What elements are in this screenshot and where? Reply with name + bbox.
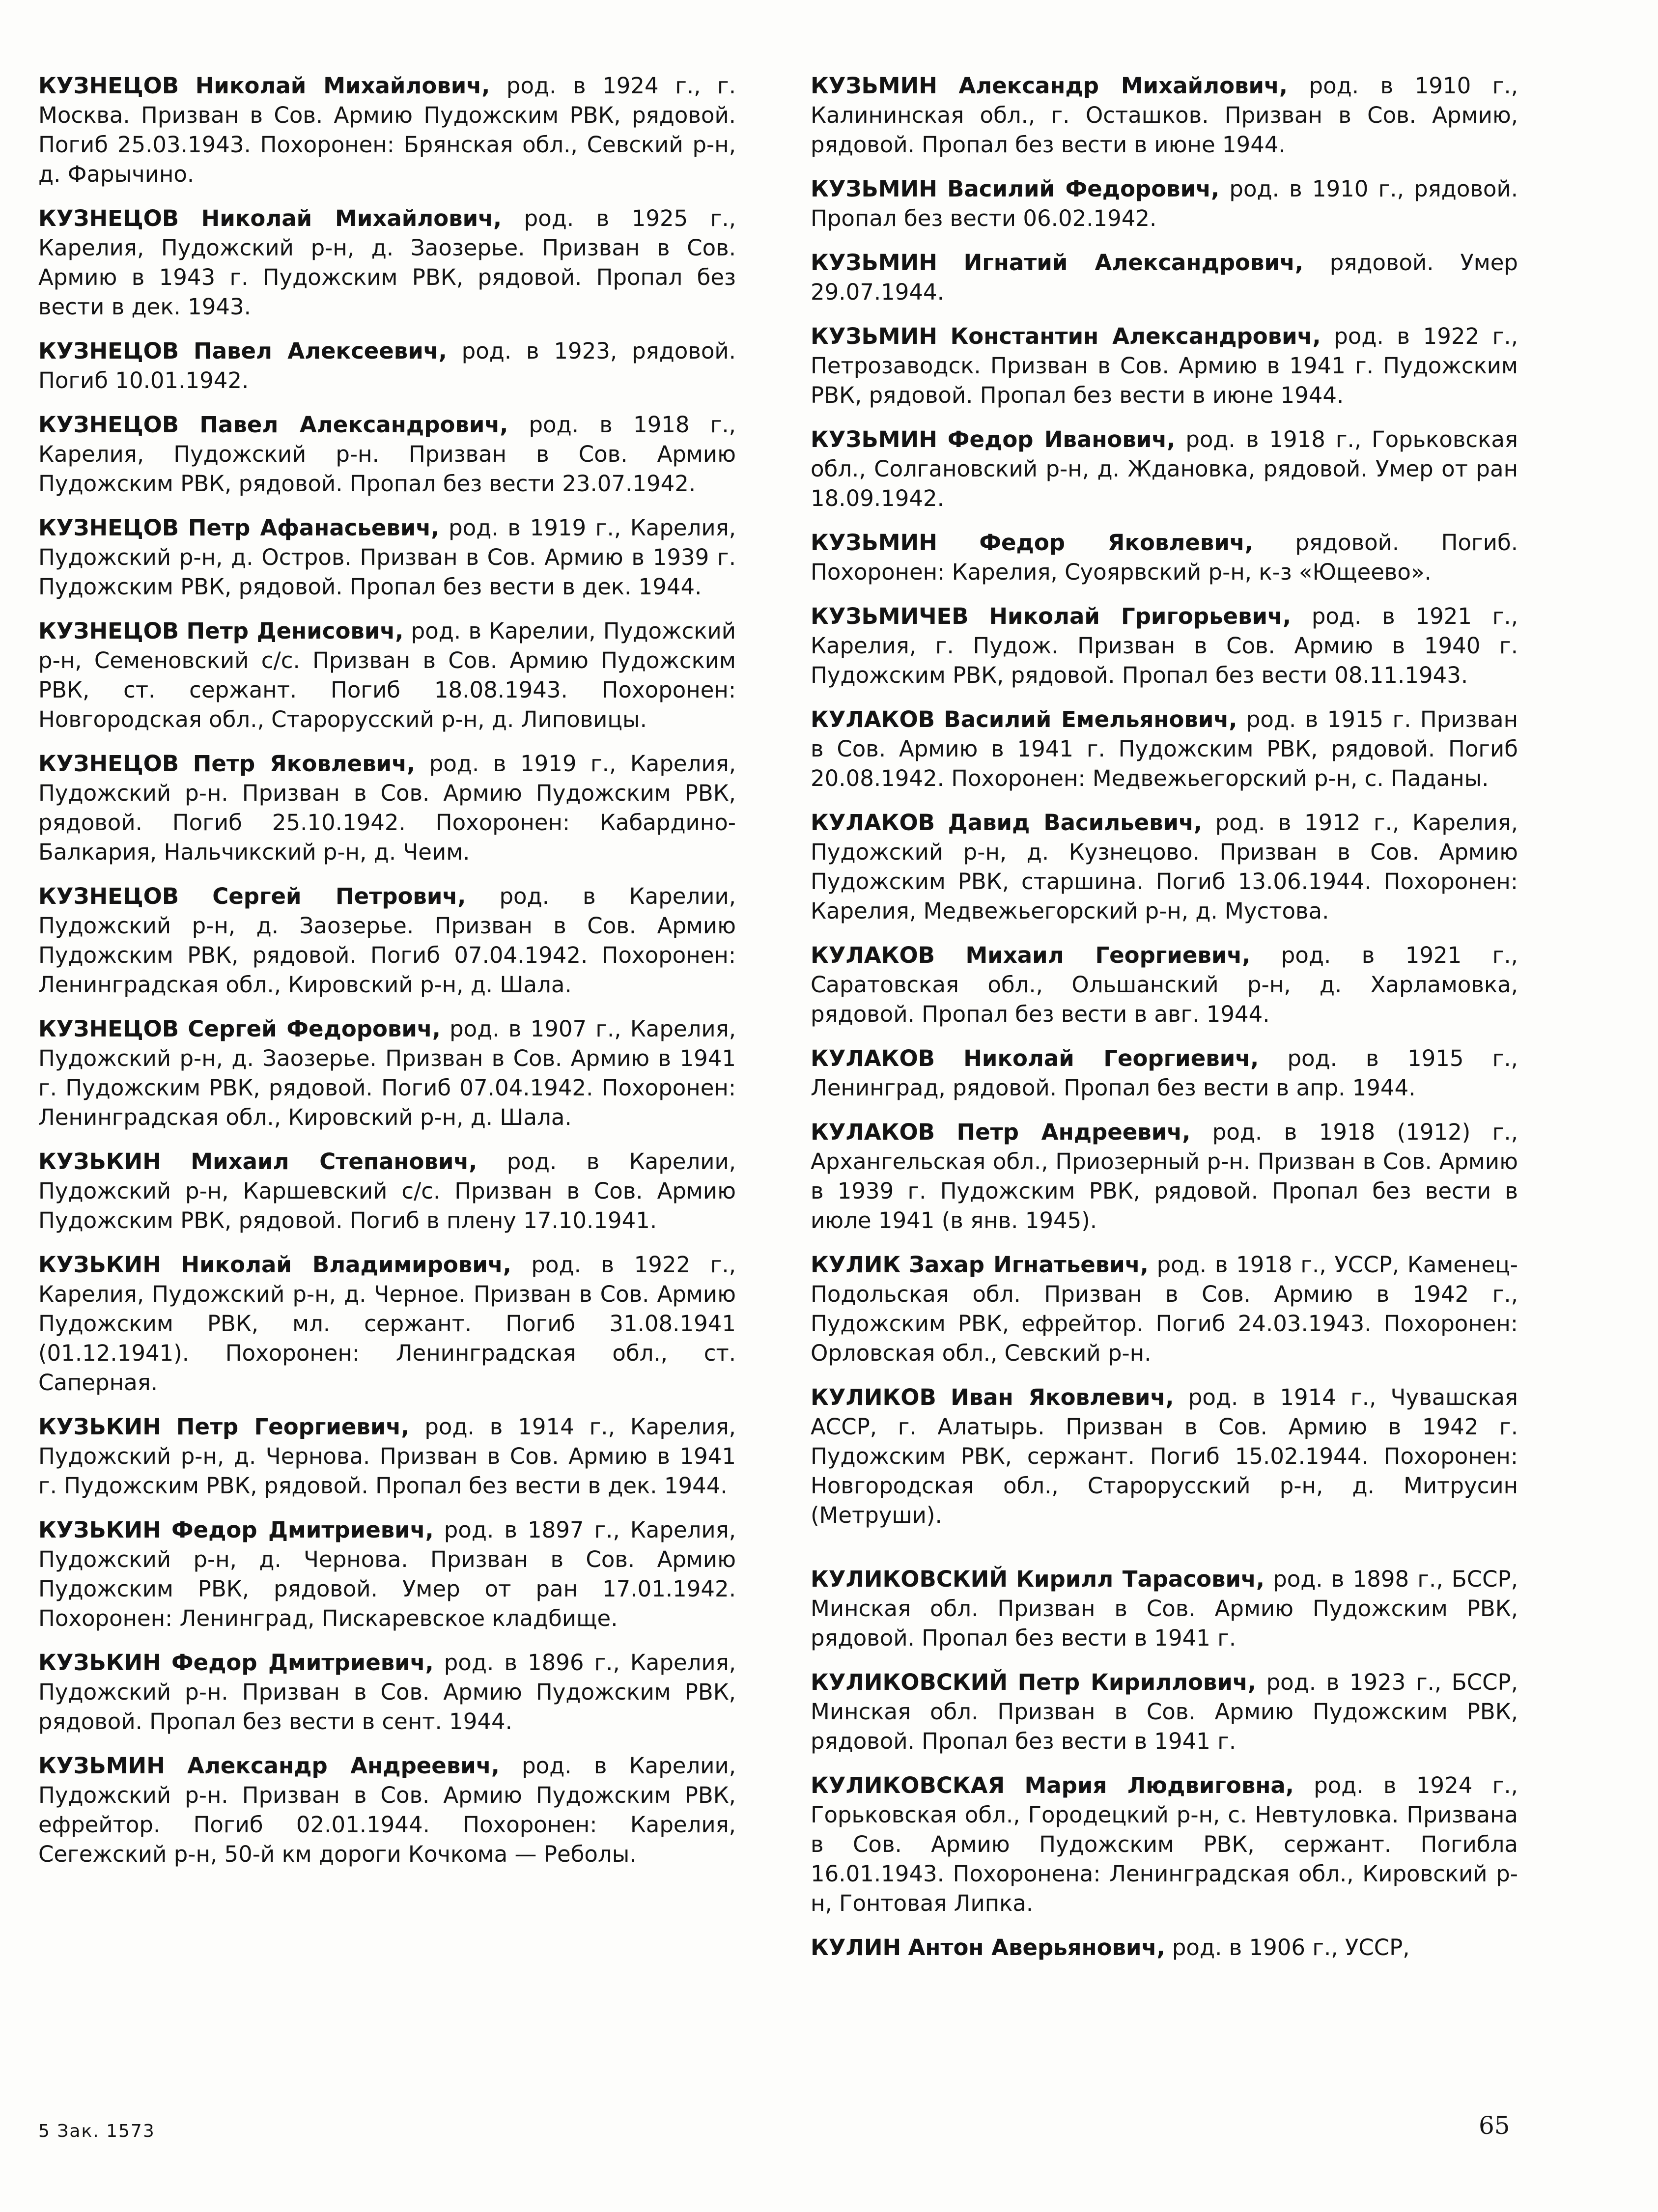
given-names: Константин Александрович, [950, 323, 1321, 349]
given-names: Николай Михайлович, [201, 205, 502, 231]
surname: КУЗЬКИН [38, 1650, 161, 1676]
entry-text: род. в 1915 г. Призван в Сов. Армию в 1941 г. Пудожским РВК, рядовой. Погиб 20.08.1942. Похоронен: Медвежьегорский р-н, с. Паданы. [811, 706, 1518, 791]
given-names: Мария Людвиговна, [1024, 1772, 1294, 1798]
entry-text: род. в 1918 г., УССР, Каменец-Подольская обл. Призван в Сов. Армию в 1942 г., Пудожским РВК, ефрейтор. Погиб 24.03.1943. Похоронен: Орловская обл., Севский р-н. [811, 1252, 1518, 1366]
given-names: Николай Георгиевич, [963, 1045, 1259, 1071]
given-names: Павел Алексеевич, [194, 338, 447, 364]
entry [38, 513, 736, 602]
entry [811, 528, 1518, 587]
given-names: Федор Иванович, [947, 426, 1176, 452]
entry [811, 705, 1518, 793]
surname: КУЗНЕЦОВ [38, 338, 179, 364]
entry [811, 1565, 1518, 1653]
entry-text: род. в 1918 г., Карелия, Пудожский р-н. Призван в Сов. Армию Пудожским РВК, рядовой. Пропал без вести 23.07.1942. [38, 412, 736, 497]
given-names: Василий Федорович, [947, 176, 1220, 202]
surname: КУЗНЕЦОВ [38, 618, 179, 644]
entry [38, 1250, 736, 1398]
given-names: Федор Дмитриевич, [171, 1517, 434, 1543]
surname: КУЛИКОВСКАЯ [811, 1772, 1005, 1798]
surname: КУЗЬМИН [811, 426, 937, 452]
entry [811, 1118, 1518, 1235]
surname: КУЛИК [811, 1252, 901, 1278]
given-names: Кирилл Тарасович, [1016, 1566, 1265, 1592]
entry [811, 1933, 1518, 1962]
entry [811, 71, 1518, 160]
given-names: Иван Яковлевич, [951, 1384, 1174, 1410]
entry [811, 602, 1518, 690]
entry [811, 425, 1518, 513]
given-names: Давид Васильевич, [948, 810, 1203, 836]
surname: КУЗЬМИН [811, 176, 937, 202]
given-names: Захар Игнатьевич, [909, 1252, 1149, 1278]
entry [811, 1383, 1518, 1530]
entry-text: род. в 1907 г., Карелия, Пудожский р-н, д. Заозерье. Призван в Сов. Армию в 1941 г. Пудожским РВК, рядовой. Погиб 07.04.1942. Похоронен: Ленинградская обл., Кировский р-н, д. Шала. [38, 1016, 736, 1130]
entry-text: род. в 1924 г., Горьковская обл., Городецкий р-н, с. Невтуловка. Призвана в Сов. Армию Пудожским РВК, сержант. Погибла 16.01.1943. Похоронена: Ленинградская обл., Кировский р-н, Гонтовая Липка. [811, 1772, 1518, 1916]
surname: КУЗЬМИН [38, 1753, 165, 1779]
entry [811, 174, 1518, 233]
surname: КУЗЬМИН [811, 250, 937, 276]
entry-text: род. в 1918 г., Горьковская обл., Солгановский р-н, д. Ждановка, рядовой. Умер от ран 18.09.1942. [811, 426, 1518, 511]
entry-text: рядовой. Умер 29.07.1944. [811, 250, 1518, 305]
entry-text: род. в 1910 г., Калининская обл., г. Осташков. Призван в Сов. Армию, рядовой. Пропал без вести в июне 1944. [811, 73, 1518, 158]
entry-text: род. в 1912 г., Карелия, Пудожский р-н, д. Кузнецово. Призван в Сов. Армию Пудожским РВК, старшина. Погиб 13.06.1944. Похоронен: Карелия, Медвежьегорский р-н, д. Мустова. [811, 810, 1518, 924]
entry [38, 1147, 736, 1235]
entry-text: род. в Карелии, Пудожский р-н. Призван в Сов. Армию Пудожским РВК, ефрейтор. Погиб 02.01.1944. Похоронен: Карелия, Сегежский р-н, 50-й км дороги Кочкома — Реболы. [38, 1753, 736, 1867]
surname: КУЛИКОВ [811, 1384, 936, 1410]
given-names: Сергей Федорович, [188, 1016, 441, 1042]
given-names: Антон Аверьянович, [908, 1934, 1165, 1960]
entry-text: род. в 1925 г., Карелия, Пудожский р-н, д. Заозерье. Призван в Сов. Армию в 1943 г. Пудожским РВК, рядовой. Пропал без вести в дек. 1943. [38, 205, 736, 320]
given-names: Петр Андреевич, [956, 1119, 1191, 1145]
given-names: Игнатий Александрович, [963, 250, 1303, 276]
entry-text: род. в 1922 г., Петрозаводск. Призван в Сов. Армию в 1941 г. Пудожским РВК, рядовой. Пропал без вести в июне 1944. [811, 323, 1518, 408]
page-number: 65 [1479, 2111, 1510, 2140]
surname: КУЗЬКИН [38, 1252, 161, 1278]
entry-text: род. в Карелии, Пудожский р-н, Семеновский с/с. Призван в Сов. Армию Пудожским РВК, ст. сержант. Погиб 18.08.1943. Похоронен: Новгородская обл., Старорусский р-н, д. Липовицы. [38, 618, 736, 732]
entry-text: род. в 1915 г., Ленинград, рядовой. Пропал без вести в апр. 1944. [811, 1045, 1518, 1101]
entry [38, 1014, 736, 1132]
entry [38, 336, 736, 395]
surname: КУЛИКОВСКИЙ [811, 1669, 1008, 1695]
given-names: Петр Афанасьевич, [188, 515, 440, 541]
entry [38, 749, 736, 867]
surname: КУЗЬМИН [811, 323, 937, 349]
given-names: Петр Яковлевич, [193, 751, 416, 777]
given-names: Александр Михайлович, [958, 73, 1288, 99]
entry [811, 808, 1518, 926]
given-names: Федор Дмитриевич, [171, 1650, 434, 1676]
entry [811, 1668, 1518, 1756]
entry-text: род. в 1906 г., УССР, [1165, 1934, 1410, 1960]
entry-text: род. в 1924 г., г. Москва. Призван в Сов. Армию Пудожским РВК, рядовой. Погиб 25.03.1943. Похоронен: Брянская обл., Севский р-н, д. Фарычино. [38, 73, 736, 187]
entry-text: род. в 1914 г., Карелия, Пудожский р-н, д. Чернова. Призван в Сов. Армию в 1941 г. Пудожским РВК, рядовой. Пропал без вести в дек. 1944. [38, 1414, 736, 1499]
entry [811, 322, 1518, 410]
surname: КУЗНЕЦОВ [38, 1016, 179, 1042]
entry-text: род. в 1914 г., Чувашская АССР, г. Алатырь. Призван в Сов. Армию в 1942 г. Пудожским РВК, сержант. Погиб 15.02.1944. Похоронен: Новгородская обл., Старорусский р-н, д. Митрусин (Метруши). [811, 1384, 1518, 1528]
given-names: Николай Григорьевич, [989, 603, 1292, 629]
entry-text: род. в 1897 г., Карелия, Пудожский р-н, д. Чернова. Призван в Сов. Армию Пудожским РВК, рядовой. Умер от ран 17.01.1942. Похоронен: Ленинград, Пискаревское кладбище. [38, 1517, 736, 1631]
entry [38, 616, 736, 734]
entry-text: род. в 1919 г., Карелия, Пудожский р-н. Призван в Сов. Армию Пудожским РВК, рядовой. Погиб 25.10.1942. Похоронен: Кабардино-Балкария, Нальчикский р-н, д. Чеим. [38, 751, 736, 865]
surname: КУЗНЕЦОВ [38, 515, 179, 541]
given-names: Михаил Георгиевич, [965, 942, 1251, 968]
entry [38, 1751, 736, 1869]
surname: КУЛАКОВ [811, 1045, 935, 1071]
surname: КУЛИН [811, 1934, 901, 1960]
surname: КУЗЬМИН [811, 73, 937, 99]
surname: КУЗЬКИН [38, 1414, 161, 1440]
given-names: Николай Михайлович, [195, 73, 490, 99]
given-names: Николай Владимирович, [181, 1252, 511, 1278]
entry-text: род. в 1921 г., Саратовская обл., Ольшанский р-н, д. Харламовка, рядовой. Пропал без вести в авг. 1944. [811, 942, 1518, 1027]
entry [38, 204, 736, 322]
surname: КУЗЬМИЧЕВ [811, 603, 969, 629]
entry [38, 71, 736, 189]
entry [811, 1044, 1518, 1103]
entry-text: род. в Карелии, Пудожский р-н, Каршевский с/с. Призван в Сов. Армию Пудожским РВК, рядовой. Погиб в плену 17.10.1941. [38, 1148, 736, 1233]
entry [38, 1648, 736, 1736]
left-column [38, 71, 736, 1884]
surname: КУЛАКОВ [811, 942, 935, 968]
entry [811, 248, 1518, 307]
surname: КУЗНЕЦОВ [38, 883, 179, 909]
surname: КУЛАКОВ [811, 1119, 935, 1145]
surname: КУЗЬМИН [811, 530, 937, 556]
surname: КУЗНЕЦОВ [38, 751, 179, 777]
given-names: Павел Александрович, [199, 412, 508, 438]
printer-signature-mark: 5 Зак. 1573 [38, 2121, 155, 2141]
surname: КУЗЬКИН [38, 1517, 161, 1543]
right-column [811, 71, 1518, 1977]
given-names: Петр Георгиевич, [176, 1414, 410, 1440]
surname: КУЗНЕЦОВ [38, 73, 179, 99]
surname: КУЗНЕЦОВ [38, 412, 179, 438]
surname: КУЛАКОВ [811, 810, 935, 836]
entry-text: род. в 1921 г., Карелия, г. Пудож. Призван в Сов. Армию в 1940 г. Пудожским РВК, рядовой. Пропал без вести 08.11.1943. [811, 603, 1518, 688]
entry [811, 1250, 1518, 1368]
given-names: Петр Денисович, [186, 618, 404, 644]
given-names: Василий Емельянович, [944, 706, 1237, 732]
section-gap [811, 1545, 1518, 1565]
entry [38, 882, 736, 1000]
given-names: Федор Яковлевич, [979, 530, 1253, 556]
entry-text: род. в 1896 г., Карелия, Пудожский р-н. Призван в Сов. Армию Пудожским РВК, рядовой. Пропал без вести в сент. 1944. [38, 1650, 736, 1735]
entry-text: род. в 1918 (1912) г., Архангельская обл., Приозерный р-н. Призван в Сов. Армию в 1939 г. Пудожским РВК, рядовой. Пропал без вести в июле 1941 (в янв. 1945). [811, 1119, 1518, 1233]
entry-text: рядовой. Погиб. Похоронен: Карелия, Суоярвский р-н, к-з «Ющеево». [811, 530, 1518, 585]
entry [811, 941, 1518, 1029]
entry [811, 1771, 1518, 1918]
entry-text: род. в Карелии, Пудожский р-н, д. Заозерье. Призван в Сов. Армию Пудожским РВК, рядовой. Погиб 07.04.1942. Похоронен: Ленинградская обл., Кировский р-н, д. Шала. [38, 883, 736, 998]
entry [38, 1412, 736, 1501]
surname: КУЗНЕЦОВ [38, 205, 179, 231]
surname: КУЗЬКИН [38, 1148, 161, 1175]
given-names: Александр Андреевич, [187, 1753, 500, 1779]
entry-text: род. в 1923 г., БССР, Минская обл. Призван в Сов. Армию Пудожским РВК, рядовой. Пропал без вести в 1941 г. [811, 1669, 1518, 1754]
entry-text: род. в 1910 г., рядовой. Пропал без вести 06.02.1942. [811, 176, 1518, 231]
entry-text: род. в 1922 г., Карелия, Пудожский р-н, д. Черное. Призван в Сов. Армию Пудожским РВК, мл. сержант. Погиб 31.08.1941 (01.12.1941). Похоронен: Ленинградская обл., ст. Саперная. [38, 1252, 736, 1396]
surname: КУЛИКОВСКИЙ [811, 1566, 1008, 1592]
given-names: Сергей Петрович, [212, 883, 466, 909]
given-names: Петр Кириллович, [1017, 1669, 1256, 1695]
surname: КУЛАКОВ [811, 706, 935, 732]
entry-text: род. в 1919 г., Карелия, Пудожский р-н, д. Остров. Призван в Сов. Армию в 1939 г. Пудожским РВК, рядовой. Пропал без вести в дек. 1944. [38, 515, 736, 600]
entry [38, 1515, 736, 1633]
entry [38, 410, 736, 499]
entry-text: род. в 1923, рядовой. Погиб 10.01.1942. [38, 338, 736, 393]
given-names: Михаил Степанович, [191, 1148, 478, 1175]
entry-text: род. в 1898 г., БССР, Минская обл. Призван в Сов. Армию Пудожским РВК, рядовой. Пропал без вести в 1941 г. [811, 1566, 1518, 1651]
